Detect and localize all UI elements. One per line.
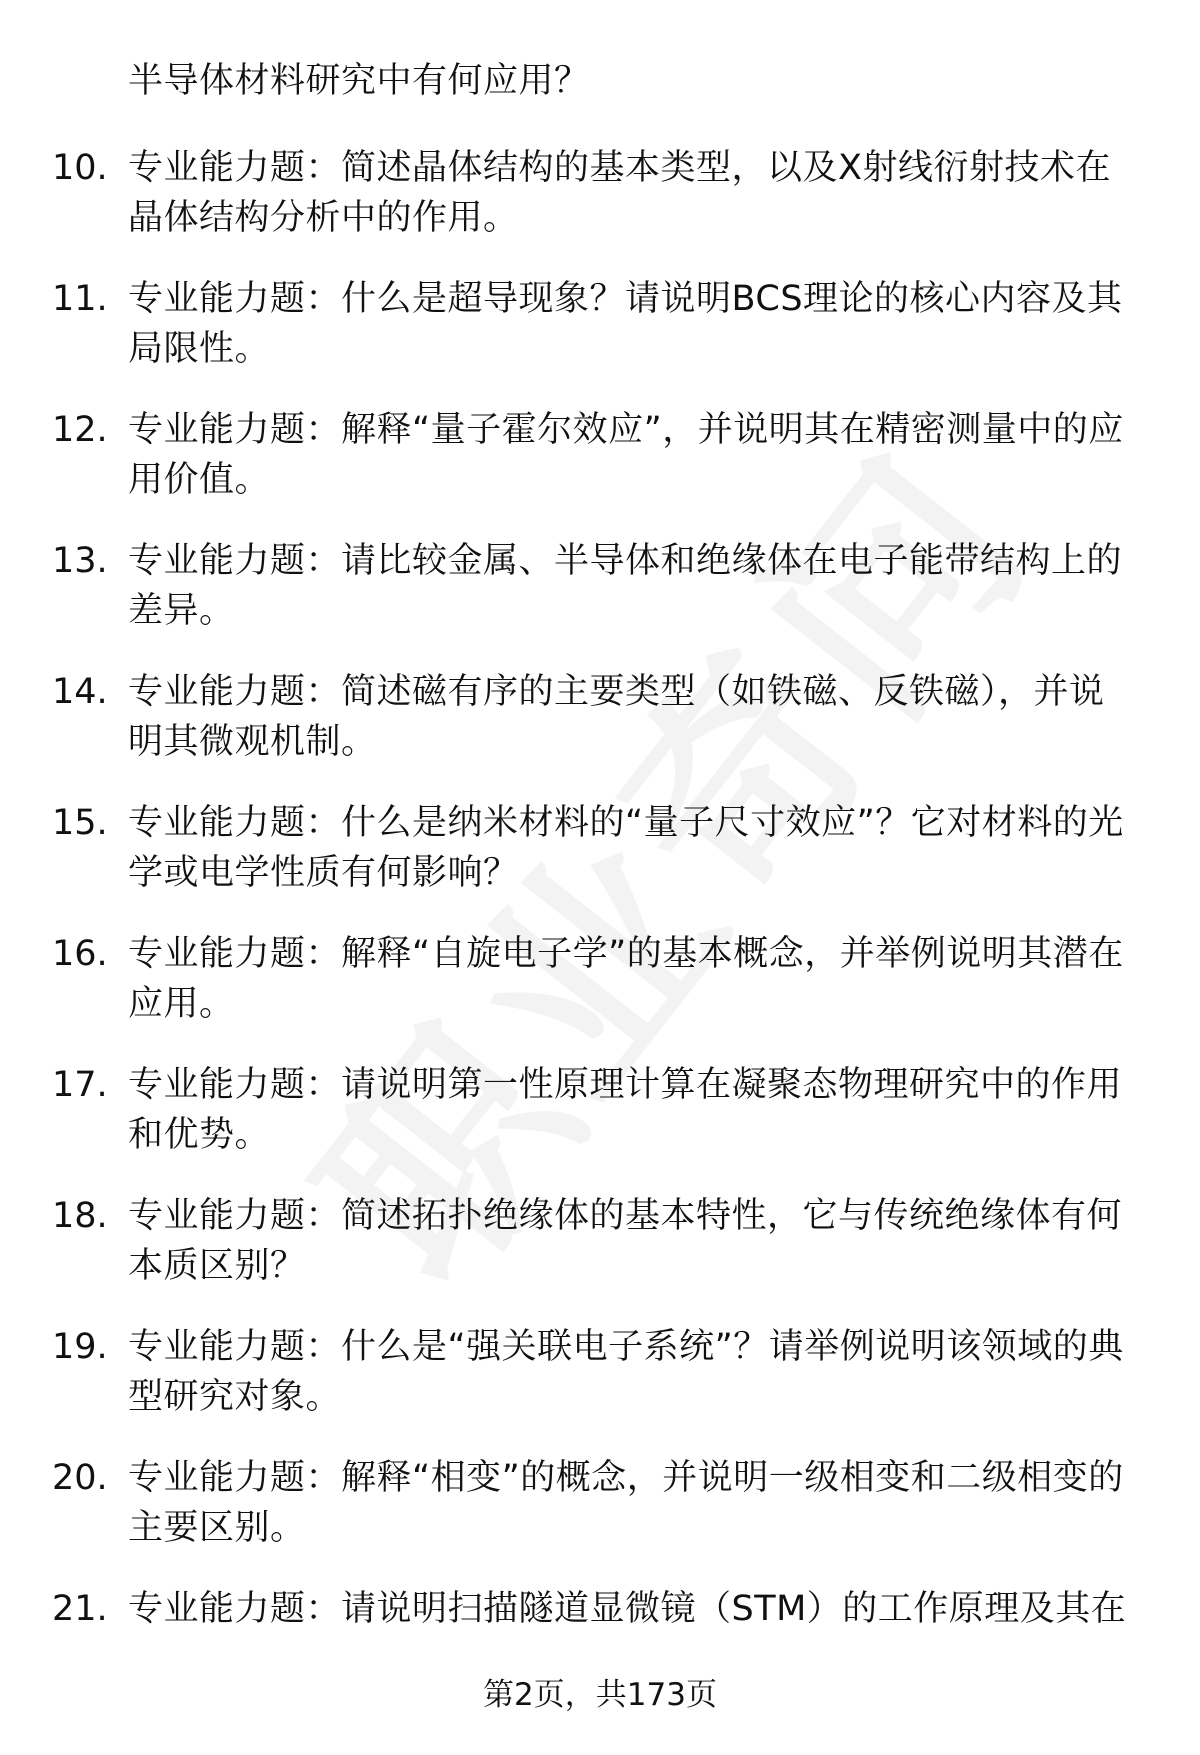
question-number: 10.: [52, 148, 108, 188]
question-number: 16.: [52, 934, 108, 974]
question-text: 专业能力题：什么是超导现象？请说明BCS理论的核心内容及其局限性。: [128, 279, 1123, 369]
question-number: 11.: [52, 279, 108, 319]
question-number: 18.: [52, 1196, 108, 1236]
question-text: 专业能力题：解释“量子霍尔效应”，并说明其在精密测量中的应用价值。: [128, 410, 1124, 500]
question-list: [0, 143, 1200, 1715]
list-item: [0, 1191, 1200, 1322]
list-item: [0, 667, 1200, 798]
continued-question-text: 半导体材料研究中有何应用？: [128, 61, 590, 101]
question-number: 19.: [52, 1327, 108, 1367]
list-item: [0, 798, 1200, 929]
question-number: 20.: [52, 1458, 108, 1498]
question-number: 14.: [52, 672, 108, 712]
list-item: [0, 1453, 1200, 1584]
question-text: 专业能力题：简述晶体结构的基本类型，以及X射线衍射技术在晶体结构分析中的作用。: [128, 148, 1111, 238]
list-item: [0, 274, 1200, 405]
question-text: 专业能力题：什么是纳米材料的“量子尺寸效应”？它对材料的光学或电学性质有何影响？: [128, 803, 1124, 893]
question-number: 12.: [52, 410, 108, 450]
page-footer: 第2页，共173页: [483, 1677, 717, 1713]
list-item: [0, 1322, 1200, 1453]
question-number: 13.: [52, 541, 108, 581]
question-text: 专业能力题：简述磁有序的主要类型（如铁磁、反铁磁），并说明其微观机制。: [128, 672, 1105, 762]
list-item: [0, 929, 1200, 1060]
question-number: 15.: [52, 803, 108, 843]
list-item: [0, 405, 1200, 536]
question-text: 专业能力题：解释“自旋电子学”的基本概念，并举例说明其潜在应用。: [128, 934, 1124, 1024]
question-text: 专业能力题：简述拓扑绝缘体的基本特性，它与传统绝缘体有何本质区别？: [128, 1196, 1123, 1286]
list-item: [0, 536, 1200, 667]
question-text: 专业能力题：请说明第一性原理计算在凝聚态物理研究中的作用和优势。: [128, 1065, 1123, 1155]
question-text: 专业能力题：解释“相变”的概念，并说明一级相变和二级相变的主要区别。: [128, 1458, 1124, 1548]
list-item: [0, 143, 1200, 274]
question-text: 专业能力题：请说明扫描隧道显微镜（STM）的工作原理及其在: [128, 1589, 1127, 1629]
question-number: 17.: [52, 1065, 108, 1105]
question-text: 专业能力题：什么是“强关联电子系统”？请举例说明该领域的典型研究对象。: [128, 1327, 1124, 1417]
question-number: 21.: [52, 1589, 108, 1629]
question-text: 专业能力题：请比较金属、半导体和绝缘体在电子能带结构上的差异。: [128, 541, 1123, 631]
list-item: [0, 1060, 1200, 1191]
